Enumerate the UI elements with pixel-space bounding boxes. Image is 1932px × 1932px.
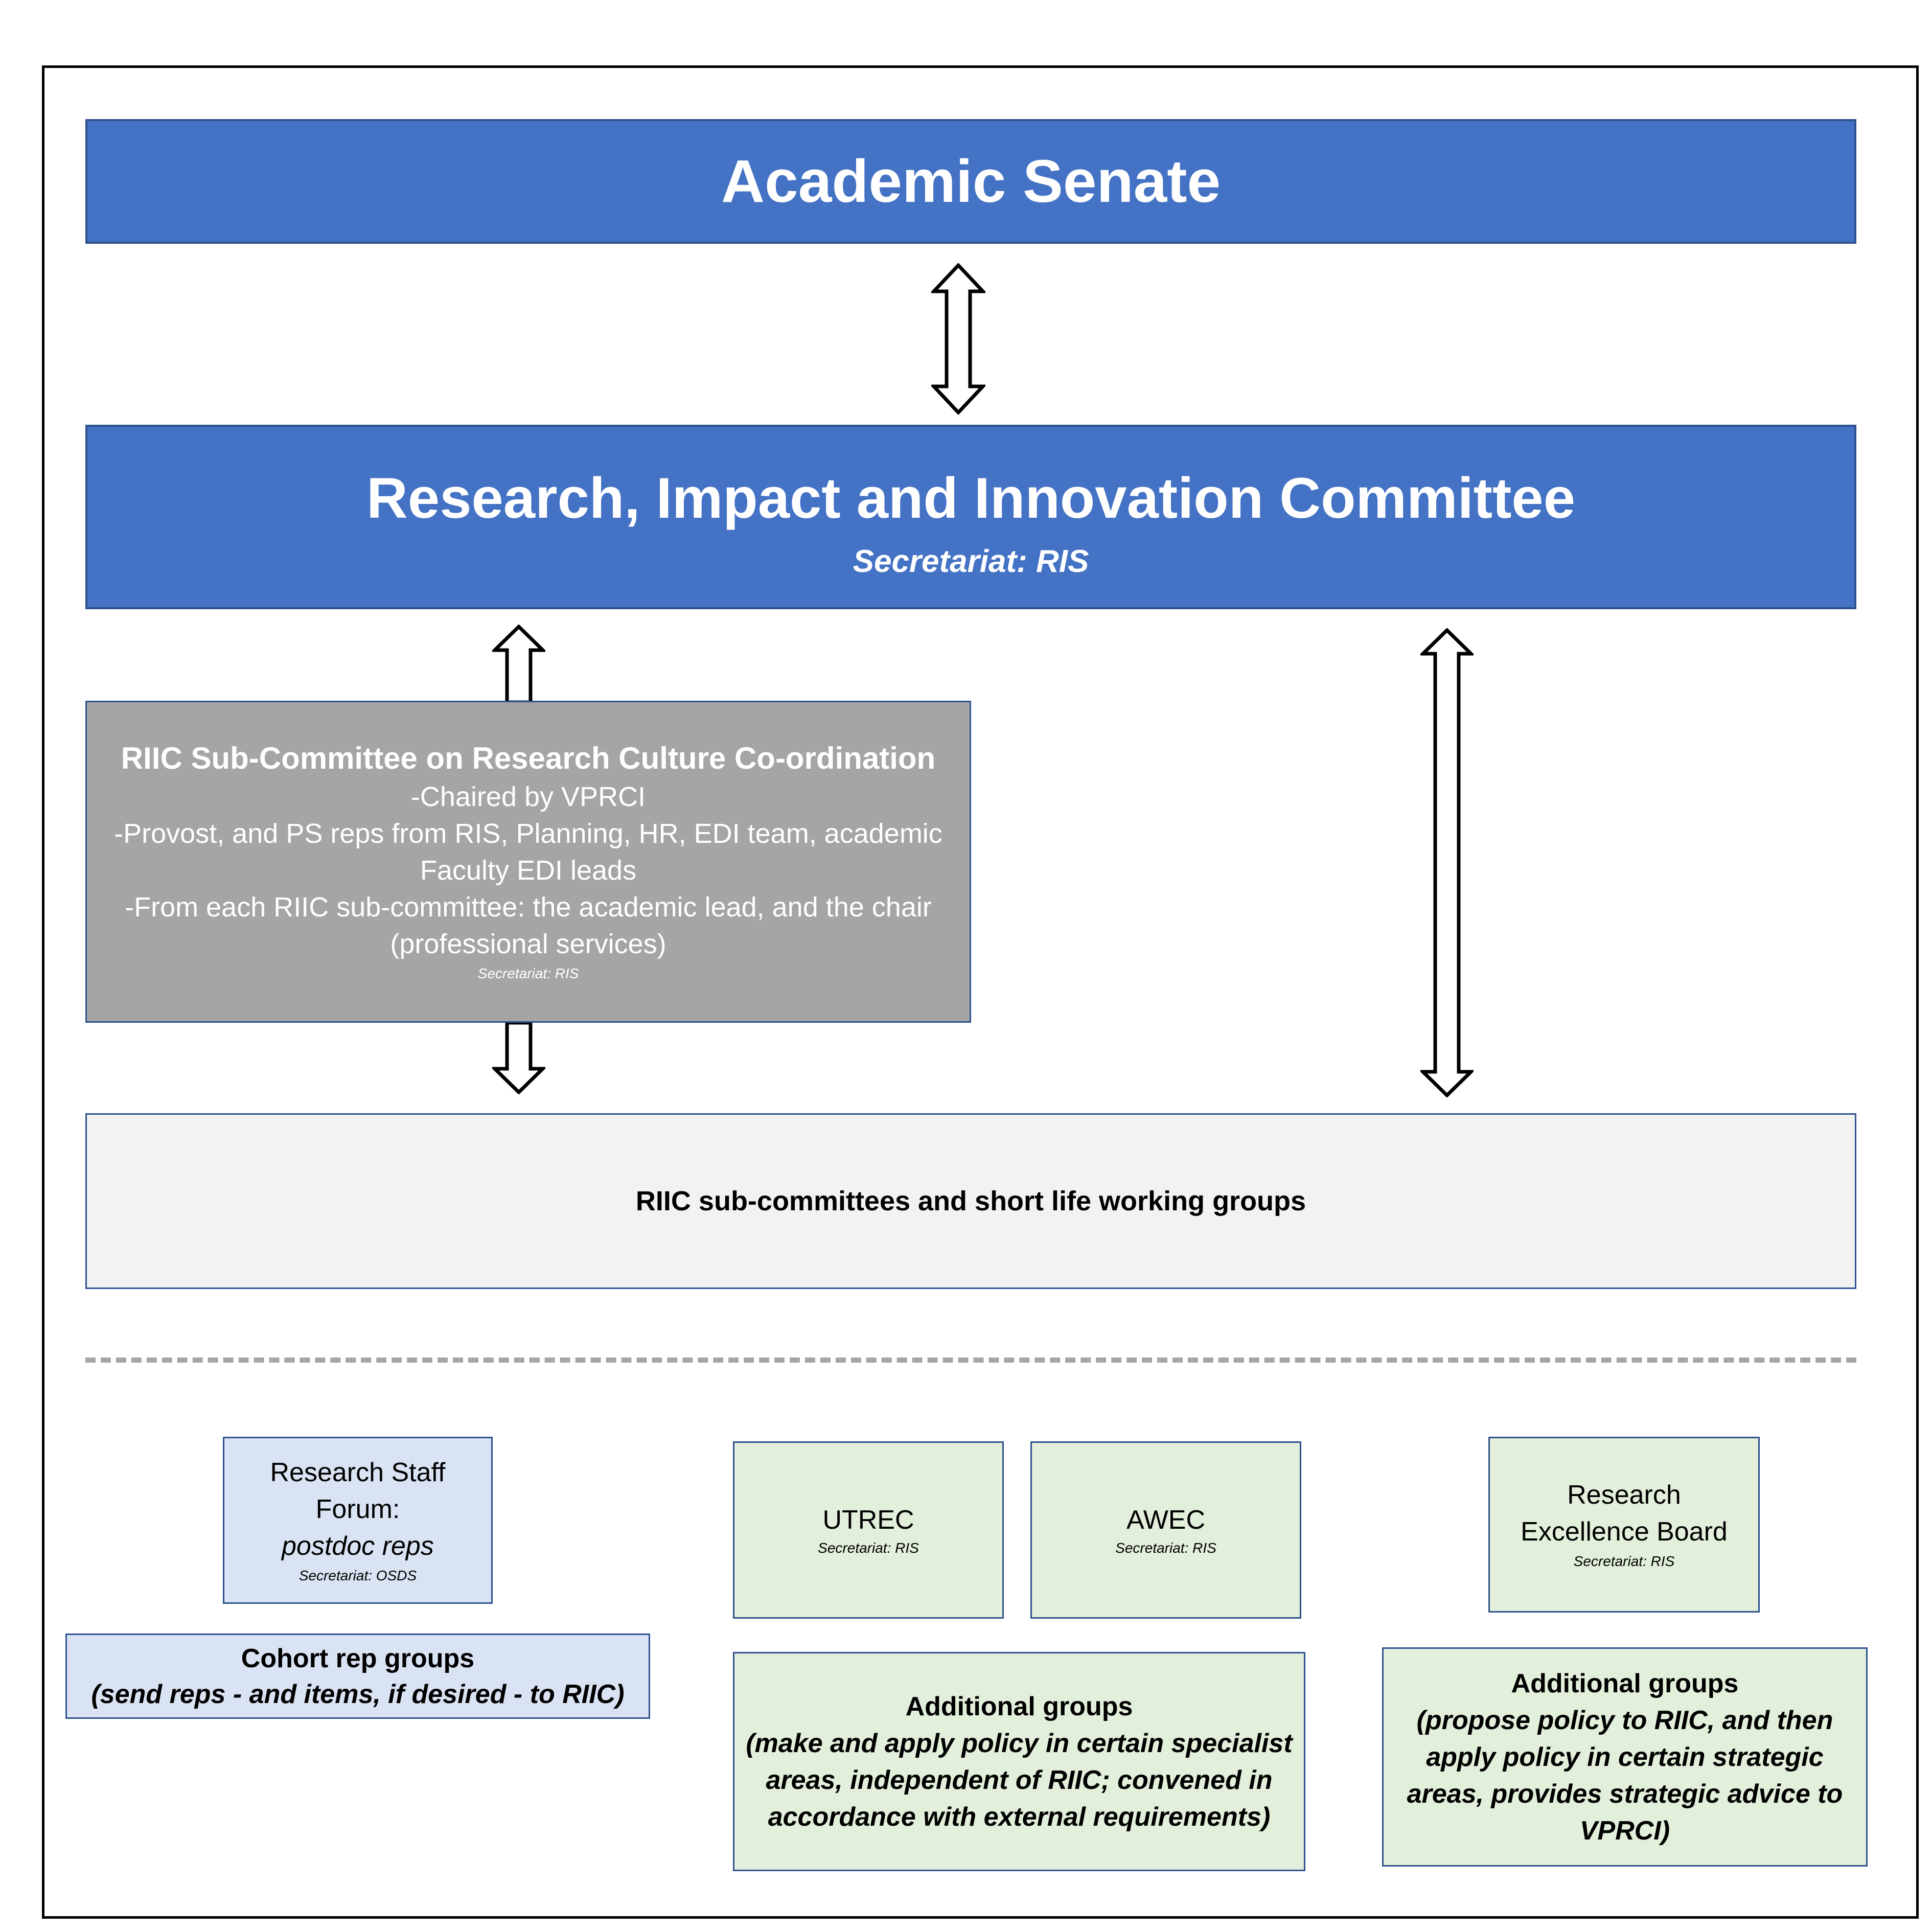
subcommittee-line-2: -Provost, and PS reps from RIS, Planning, HR, EDI team, academic Faculty EDI leads	[114, 818, 942, 886]
cohort-rep-groups-box	[65, 1634, 650, 1719]
additional-specialist-title: Additional groups	[905, 1691, 1133, 1721]
reb-secretariat: Secretariat: RIS	[1573, 1553, 1675, 1569]
academic-senate-title: Academic Senate	[721, 148, 1221, 215]
additional-groups-strategic-box	[1382, 1647, 1868, 1867]
additional-strategic-title: Additional groups	[1511, 1668, 1739, 1698]
double-arrow-icon	[931, 263, 985, 415]
riic-subcommittees-box	[85, 1113, 1856, 1289]
arrow-down-icon	[492, 1023, 545, 1094]
riic-title: Research, Impact and Innovation Committee	[366, 466, 1575, 530]
subcommittee-title: RIIC Sub-Committee on Research Culture Co-ordination	[121, 741, 936, 775]
utrec-secretariat: Secretariat: RIS	[818, 1539, 919, 1556]
dashed-divider	[85, 1358, 1856, 1363]
rsf-secretariat: Secretariat: OSDS	[298, 1567, 417, 1583]
additional-specialist-description: (make and apply policy in certain specialist areas, independent of RIIC; convened in accordance with external requirements)	[746, 1728, 1293, 1832]
research-excellence-board-box	[1488, 1437, 1760, 1613]
riic-subcommittees-title: RIIC sub-committees and short life working groups	[635, 1186, 1306, 1216]
reb-title: Research Excellence Board	[1521, 1480, 1728, 1547]
awec-title: AWEC	[1126, 1505, 1206, 1535]
academic-senate-box	[85, 119, 1856, 244]
riic-box	[85, 425, 1856, 609]
rsf-title-line1: Research Staff	[270, 1457, 446, 1487]
research-staff-forum-box	[223, 1437, 493, 1604]
rsf-subtitle: postdoc reps	[282, 1531, 434, 1561]
subcommittee-line-1: -Chaired by VPRCI	[410, 781, 646, 812]
subcommittee-line-3: -From each RIIC sub-committee: the academic lead, and the chair (professional services)	[125, 892, 932, 959]
utrec-title: UTREC	[822, 1505, 914, 1535]
long-double-arrow-icon	[1420, 628, 1474, 1097]
cohort-description: (send reps - and items, if desired - to RIIC)	[91, 1679, 625, 1709]
arrow-up-icon	[492, 625, 545, 702]
cohort-title: Cohort rep groups	[241, 1643, 475, 1673]
rsf-title-line2: Forum:	[315, 1494, 400, 1524]
additional-strategic-description: (propose policy to RIIC, and then apply policy in certain strategic areas, provides strategic advice to VPRCI)	[1407, 1705, 1843, 1846]
awec-secretariat: Secretariat: RIS	[1115, 1539, 1216, 1556]
subcommittee-secretariat: Secretariat: RIS	[477, 965, 579, 981]
research-culture-subcommittee-box	[85, 701, 971, 1023]
awec-box	[1030, 1441, 1301, 1619]
riic-secretariat: Secretariat: RIS	[853, 543, 1089, 579]
utrec-box	[733, 1441, 1004, 1619]
additional-groups-specialist-box	[733, 1652, 1305, 1871]
